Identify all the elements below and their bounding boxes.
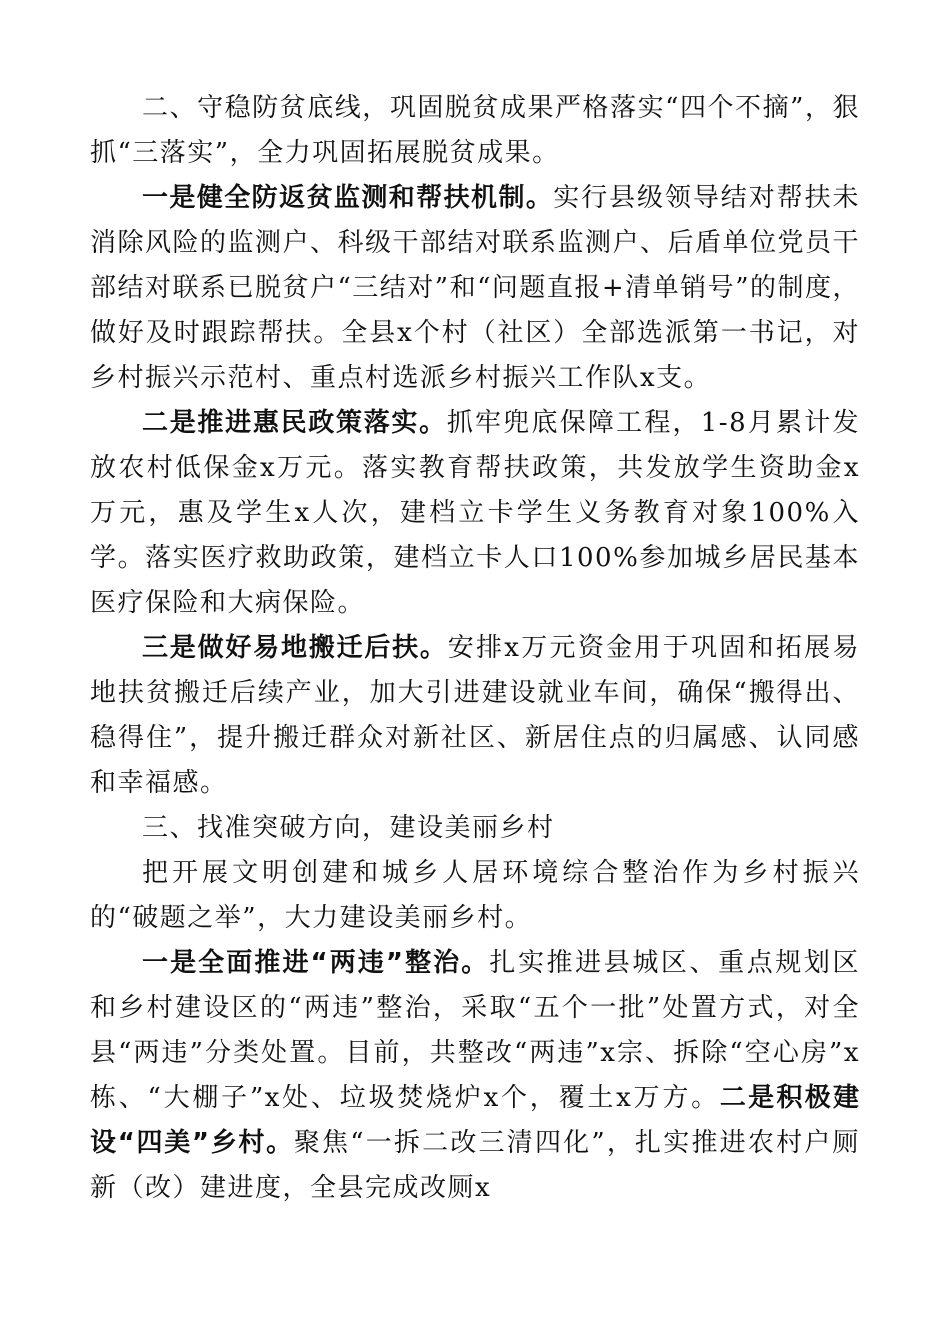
paragraph-lead: 一是健全防返贫监测和帮扶机制。 [142,183,554,213]
section-heading-2 [90,86,860,176]
paragraph-text: 二、守稳防贫底线，巩固脱贫成果严格落实“四个不摘”，狠抓“三落实”，全力巩固拓展脱贫成果。 [90,93,860,168]
paragraph-lead: 一是全面推进“两违”整治。 [142,948,490,978]
paragraph-section-intro [90,851,860,941]
paragraph-relocation-support [90,626,860,806]
paragraph-text: 三、找准突破方向，建设美丽乡村 [142,813,555,843]
paragraph-lead: 二是推进惠民政策落实。 [142,408,447,438]
paragraph-lead-secondary: 二是积极建设“四美”乡村。 [90,1083,860,1158]
paragraph-text: 扎实推进县城区、重点规划区和乡村建设区的“两违”整治，采取“五个一批”处置方式，对全县“两违”分类处置。目前，共整改“两违”x宗、拆除“空心房”x栋、“大棚子”x处、垃圾焚烧炉x个，覆土x万方。 [90,948,860,1113]
paragraph-text: 安排x万元资金用于巩固和拓展易地扶贫搬迁后续产业，加大引进建设就业车间，确保“搬得出、稳得住”，提升搬迁群众对新社区、新居住点的归属感、认同感和幸福感。 [90,633,860,798]
paragraph-policy-implementation [90,401,860,626]
document-body [90,86,860,1211]
paragraph-text: 实行县级领导结对帮扶未消除风险的监测户、科级干部结对联系监测户、后盾单位党员干部结对联系已脱贫户“三结对”和“问题直报+清单销号”的制度，做好及时跟踪帮扶。全县x个村（社区）全部选派第一书记，对乡村振兴示范村、重点村选派乡村振兴工作队x支。 [90,183,861,393]
paragraph-illegal-building-rectification [90,941,860,1211]
paragraph-text-secondary: 聚焦“一拆二改三清四化”，扎实推进农村户厕新（改）建进度，全县完成改厕x [90,1128,860,1203]
paragraph-lead: 三是做好易地搬迁后扶。 [142,633,448,663]
paragraph-text: 抓牢兜底保障工程，1-8月累计发放农村低保金x万元。落实教育帮扶政策，共发放学生资助金x万元，惠及学生x人次，建档立卡学生义务教育对象100%入学。落实医疗救助政策，建档立卡人口100%参加城乡居民基本医疗保险和大病保险。 [90,408,860,618]
paragraph-monitoring-mechanism [90,176,860,401]
paragraph-text: 把开展文明创建和城乡人居环境综合整治作为乡村振兴的“破题之举”，大力建设美丽乡村。 [90,858,860,933]
section-heading-3 [90,806,860,851]
